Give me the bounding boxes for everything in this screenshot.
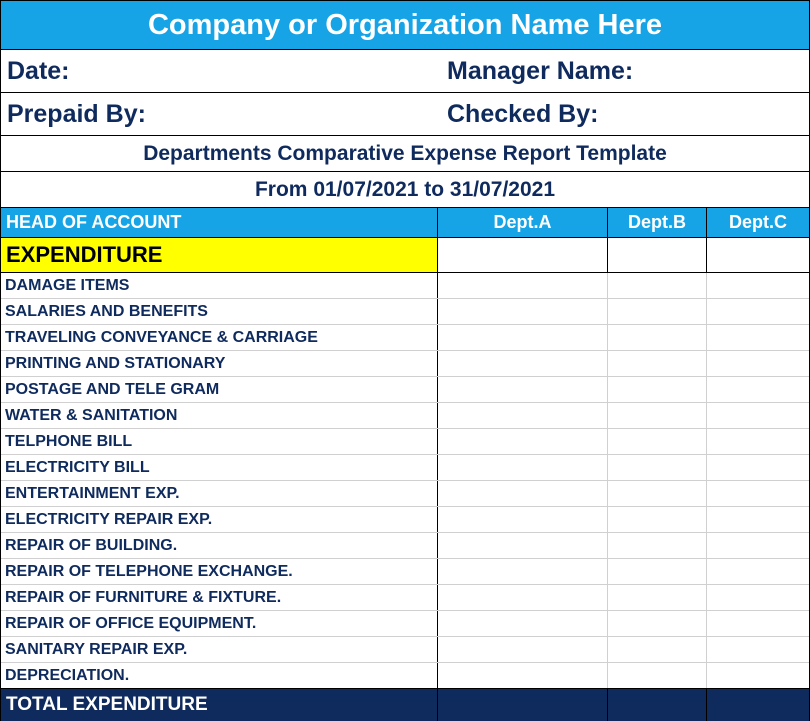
dept-c-cell[interactable] [707,481,809,506]
expense-item-label[interactable]: WATER & SANITATION [1,403,438,428]
expense-item-label[interactable]: ENTERTAINMENT EXP. [1,481,438,506]
expenditure-label[interactable]: EXPENDITURE [1,238,438,272]
expenditure-dept-b-cell[interactable] [608,238,707,272]
dept-a-cell[interactable] [438,585,608,610]
dept-a-cell[interactable] [438,403,608,428]
dept-b-cell[interactable] [608,507,707,532]
expense-item-label[interactable]: REPAIR OF OFFICE EQUIPMENT. [1,611,438,636]
expense-item-row [1,455,809,481]
total-dept-b-cell[interactable] [608,689,707,721]
dept-c-cell[interactable] [707,299,809,324]
expense-item-row [1,325,809,351]
dept-a-cell[interactable] [438,273,608,298]
expense-item-row [1,403,809,429]
dept-b-cell[interactable] [608,663,707,688]
expense-item-label[interactable]: SANITARY REPAIR EXP. [1,637,438,662]
date-label[interactable]: Date: [7,56,70,85]
company-title[interactable]: Company or Organization Name Here [147,8,663,41]
expenditure-section-row [1,238,809,273]
dept-b-cell[interactable] [608,273,707,298]
header-account[interactable]: HEAD OF ACCOUNT [1,208,438,237]
expense-item-row [1,351,809,377]
expenditure-dept-c-cell[interactable] [707,238,809,272]
dept-b-cell[interactable] [608,325,707,350]
header-dept-b[interactable]: Dept.B [608,208,707,237]
dept-c-cell[interactable] [707,507,809,532]
dept-a-cell[interactable] [438,429,608,454]
dept-b-cell[interactable] [608,299,707,324]
expense-item-label[interactable]: PRINTING AND STATIONARY [1,351,438,376]
expense-item-label[interactable]: ELECTRICITY REPAIR EXP. [1,507,438,532]
dept-b-cell[interactable] [608,533,707,558]
expense-item-label[interactable]: DAMAGE ITEMS [1,273,438,298]
expense-item-row [1,273,809,299]
dept-c-cell[interactable] [707,455,809,480]
expense-item-label[interactable]: TRAVELING CONVEYANCE & CARRIAGE [1,325,438,350]
expense-item-label[interactable]: SALARIES AND BENEFITS [1,299,438,324]
dept-b-cell[interactable] [608,637,707,662]
dept-a-cell[interactable] [438,637,608,662]
dept-a-cell[interactable] [438,611,608,636]
company-title-row [1,1,809,50]
dept-c-cell[interactable] [707,533,809,558]
report-period[interactable]: From 01/07/2021 to 31/07/2021 [254,177,556,201]
expense-item-row [1,611,809,637]
dept-c-cell[interactable] [707,559,809,584]
column-header-row [1,208,809,238]
prepaid-by-label[interactable]: Prepaid By: [7,99,146,128]
expense-item-row [1,663,809,689]
dept-a-cell[interactable] [438,455,608,480]
dept-b-cell[interactable] [608,429,707,454]
dept-c-cell[interactable] [707,273,809,298]
date-manager-row [1,50,809,93]
dept-b-cell[interactable] [608,403,707,428]
dept-c-cell[interactable] [707,585,809,610]
dept-a-cell[interactable] [438,559,608,584]
header-dept-a[interactable]: Dept.A [438,208,608,237]
report-title-row [1,136,809,172]
total-dept-a-cell[interactable] [438,689,608,721]
dept-a-cell[interactable] [438,351,608,376]
dept-c-cell[interactable] [707,637,809,662]
dept-b-cell[interactable] [608,377,707,402]
dept-a-cell[interactable] [438,507,608,532]
expense-item-row [1,585,809,611]
expense-item-label[interactable]: DEPRECIATION. [1,663,438,688]
expense-item-row [1,637,809,663]
dept-c-cell[interactable] [707,663,809,688]
dept-c-cell[interactable] [707,403,809,428]
dept-b-cell[interactable] [608,611,707,636]
dept-b-cell[interactable] [608,559,707,584]
total-dept-c-cell[interactable] [707,689,809,721]
period-row [1,172,809,208]
expense-item-row [1,377,809,403]
dept-a-cell[interactable] [438,533,608,558]
expense-item-label[interactable]: REPAIR OF FURNITURE & FIXTURE. [1,585,438,610]
expense-item-label[interactable]: ELECTRICITY BILL [1,455,438,480]
expense-item-label[interactable]: POSTAGE AND TELE GRAM [1,377,438,402]
expenditure-dept-a-cell[interactable] [438,238,608,272]
prepaid-checked-row [1,93,809,136]
expense-item-row [1,299,809,325]
total-row [1,689,809,721]
dept-c-cell[interactable] [707,429,809,454]
expense-item-label[interactable]: REPAIR OF TELEPHONE EXCHANGE. [1,559,438,584]
expense-item-row [1,429,809,455]
report-title[interactable]: Departments Comparative Expense Report Template [143,141,667,165]
total-label[interactable]: TOTAL EXPENDITURE [1,689,438,721]
dept-b-cell[interactable] [608,351,707,376]
expense-items [1,273,809,689]
header-dept-c[interactable]: Dept.C [729,212,787,232]
dept-a-cell[interactable] [438,663,608,688]
expense-item-label[interactable]: REPAIR OF BUILDING. [1,533,438,558]
expense-item-row [1,507,809,533]
dept-a-cell[interactable] [438,481,608,506]
dept-a-cell[interactable] [438,377,608,402]
dept-b-cell[interactable] [608,481,707,506]
expense-item-row [1,533,809,559]
dept-b-cell[interactable] [608,455,707,480]
expense-item-label[interactable]: TELPHONE BILL [1,429,438,454]
dept-c-cell[interactable] [707,377,809,402]
dept-a-cell[interactable] [438,299,608,324]
dept-c-cell[interactable] [707,325,809,350]
dept-c-cell[interactable] [707,611,809,636]
dept-c-cell[interactable] [707,351,809,376]
expense-item-row [1,481,809,507]
manager-name-label[interactable]: Manager Name: [447,56,634,85]
expense-item-row [1,559,809,585]
dept-a-cell[interactable] [438,325,608,350]
checked-by-label[interactable]: Checked By: [447,99,599,128]
dept-b-cell[interactable] [608,585,707,610]
